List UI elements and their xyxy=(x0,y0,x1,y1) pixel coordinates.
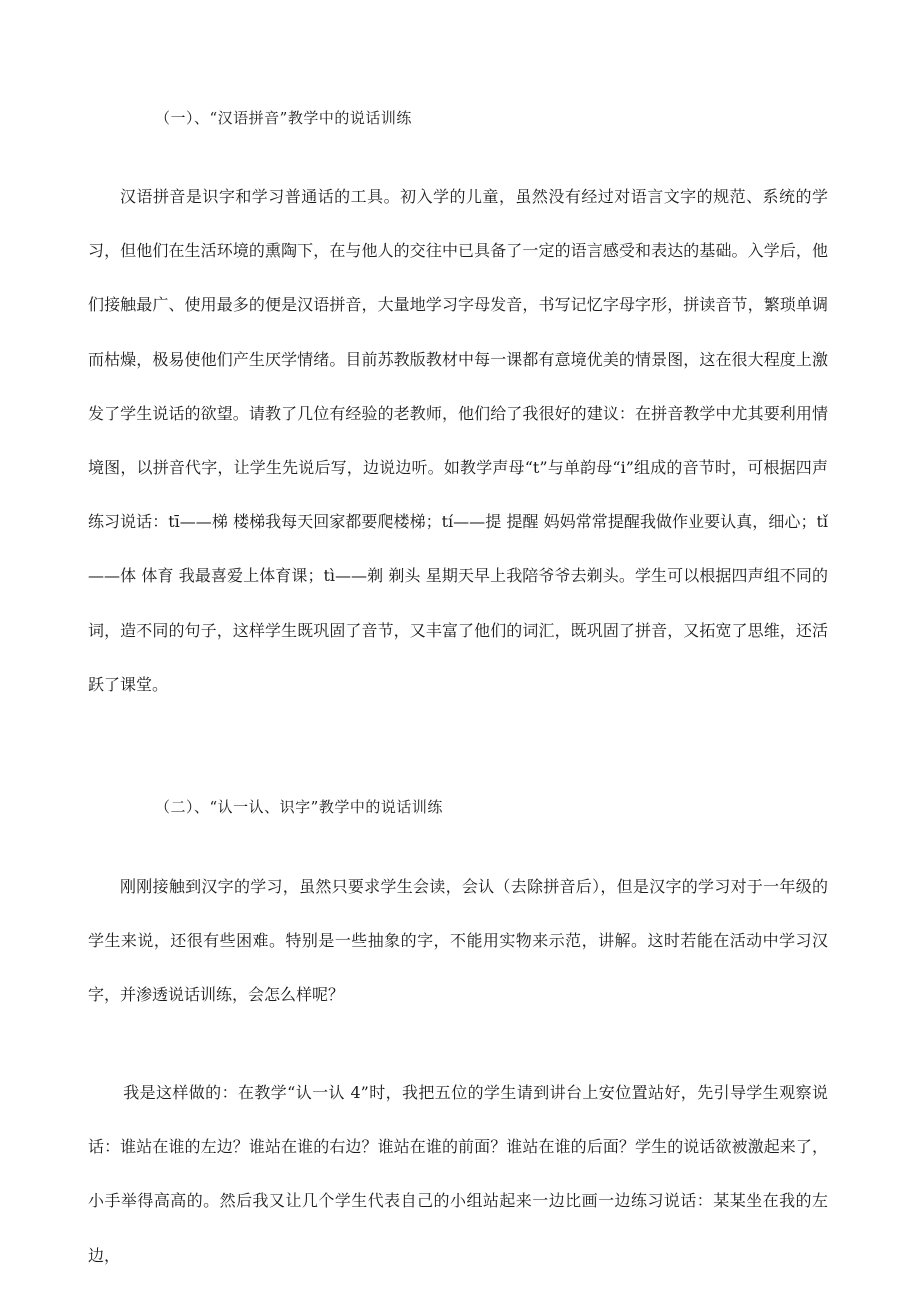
section-1-heading: （一）、“汉语拼音”教学中的说话训练 xyxy=(155,109,412,127)
section-2-paragraph-2: 我是这样做的：在教学“认一认 4”时，我把五位的学生请到讲台上安位置站好，先引导学生观察说话：谁站在谁的左边？谁站在谁的右边？谁站在谁的前面？谁站在谁的后面？学生的说话欲被激起来了，小手举得高高的。然后我又让几个学生代表自己的小组站起来一边比画一边练习说话：某某坐在我的左边， xyxy=(88,1083,828,1265)
section-1-paragraph: 汉语拼音是识字和学习普通话的工具。初入学的儿童，虽然没有经过对语言文字的规范、系统的学习，但他们在生活环境的熏陶下，在与他人的交往中已具备了一定的语言感受和表达的基础。入学后，他们接触最广、使用最多的便是汉语拼音，大量地学习字母发音，书写记忆字母字形，拼读音节，繁琐单调而枯燥，极易使他们产生厌学情绪。目前苏教版教材中每一课都有意境优美的情景图，这在很大程度上激发了学生说话的欲望。请教了几位有经验的老教师，他们给了我很好的建议：在拼音教学中尤其要利用情境图，以拼音代字，让学生先说后写，边说边听。如教学声母“t”与单韵母“i”组成的音节时，可根据四声练习说话：tī——梯 楼梯我每天回家都要爬楼梯；tí——提 提醒 妈妈常常提醒我做作业要认真，细心；tǐ——体 体育 我最喜爱上体育课；tì——剃 剃头 星期天早上我陪爷爷去剃头。学生可以根据四声组不同的词，造不同的句子，这样学生既巩固了音节，又丰富了他们的词汇，既巩固了拼音，又拓宽了思维，还活跃了课堂。 xyxy=(88,187,828,694)
section-2-paragraph-1: 刚刚接触到汉字的学习，虽然只要求学生会读，会认（去除拼音后），但是汉字的学习对于一年级的学生来说，还很有些困难。特别是一些抽象的字，不能用实物来示范，讲解。这时若能在活动中学习汉字，并渗透说话训练，会怎么样呢？ xyxy=(88,877,828,1005)
section-2-heading: （二）、“认一认、识字”教学中的说话训练 xyxy=(155,798,443,816)
